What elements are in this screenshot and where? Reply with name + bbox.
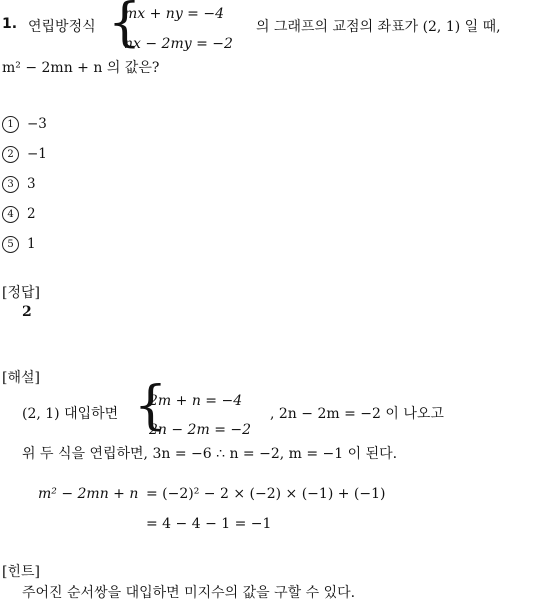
explanation-line-2: 위 두 식을 연립하면, 3n = −6 ∴ n = −2, m = −1 이 된다.	[22, 446, 398, 462]
choice-5-number: 5	[2, 236, 19, 253]
system-equation-1: mx + ny = −4	[124, 6, 224, 22]
explanation-brace: {	[134, 376, 168, 436]
choice-4[interactable]	[2, 206, 36, 223]
choice-3-value: 3	[27, 176, 36, 192]
choice-4-number: 4	[2, 206, 19, 223]
calc-line-1: = (−2)² − 2 × (−2) × (−1) + (−1)	[146, 486, 386, 502]
problem-number: 1.	[2, 16, 18, 32]
choice-2-value: −1	[27, 146, 47, 162]
calc-lhs: m² − 2mn + n	[38, 486, 139, 502]
explanation-equation-2: 2n − 2m = −2	[149, 422, 252, 438]
choice-1[interactable]	[2, 116, 47, 133]
choice-5[interactable]	[2, 236, 36, 253]
explanation-equation-1: 2m + n = −4	[149, 393, 243, 409]
choice-4-value: 2	[27, 206, 36, 222]
choice-5-value: 1	[27, 236, 36, 252]
choice-1-value: −3	[27, 116, 47, 132]
calc-line-2: = 4 − 4 − 1 = −1	[146, 516, 272, 532]
hint-heading: [힌트]	[2, 564, 40, 580]
hint-text: 주어진 순서쌍을 대입하면 미지수의 값을 구할 수 있다.	[22, 585, 356, 601]
problem-question: m² − 2mn + n 의 값은?	[2, 60, 160, 76]
choice-1-number: 1	[2, 116, 19, 133]
explanation-after-system: , 2n − 2m = −2 이 나오고	[270, 406, 444, 422]
problem-tail: 의 그래프의 교점의 좌표가 (2, 1) 일 때,	[256, 19, 501, 35]
answer-heading: [정답]	[2, 285, 40, 301]
choice-2[interactable]	[2, 146, 47, 163]
answer-value: 2	[22, 304, 32, 320]
choice-3-number: 3	[2, 176, 19, 193]
explanation-heading: [해설]	[2, 370, 40, 386]
choice-2-number: 2	[2, 146, 19, 163]
choice-3[interactable]	[2, 176, 36, 193]
problem-intro: 연립방정식	[28, 19, 96, 35]
system-brace: {	[108, 0, 142, 53]
system-equation-2: nx − 2my = −2	[124, 36, 233, 52]
explanation-substitute: (2, 1) 대입하면	[22, 406, 119, 422]
